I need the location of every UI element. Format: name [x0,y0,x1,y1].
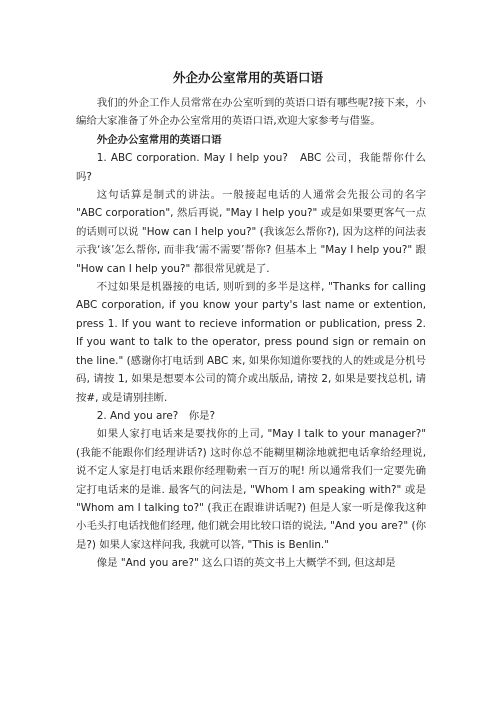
section-heading: 外企办公室常用的英语口语 [96,133,222,146]
body-paragraph: 像是 "And you are?" 这么口语的英文书上大概学不到, 但这却是 [96,557,396,570]
phrase-1-heading: 1. ABC corporation. May I help you? ABC 公司，我能帮你什么吗? [76,152,426,183]
body-paragraph: 不过如果是机器接的电话, 则听到的多半是这样, "Thanks for calling ABC corporation, if you know your party's last name or extention, press 1. If you want to recieve information or publication, press 2. If you want to talk to the operator, press pound sign or remain on the line." (感谢你打电话到 ABC 来, 如果你知道你要找的人的姓或是分机号码, 请按 1, 如果是想要本公司的简介或出版品, 请按 2, 如果是要找总机, 请按#, 或是请别挂断. [76,281,426,404]
intro-paragraph: 我们的外企工作人员常常在办公室听到的英语口语有哪些呢?接下来，小编给大家准备了外企办公室常用的英语口语,欢迎大家参考与借鉴。 [76,97,426,128]
document-body [76,94,426,573]
document-title: 外企办公室常用的英语口语 [172,70,323,85]
body-paragraph: 如果人家打电话来是要找你的上司, "May I talk to your manager?" (我能不能跟你们经理讲话?) 这时你总不能糊里糊涂地就把电话拿给经理说, 说不定人家是打电话来跟你经理勒索一百万的呢! 所以通常我们一定要先确定打电话来的是谁. 最客气的问法是, "Whom I am speaking with?" 或是 "Whom am I talking to?" (我正在跟谁讲话呢?) 但是人家一听是像我这种小毛头打电话找他们经理, 他们就会用比较口语的说法, "And you are?" (你是?) 如果人家这样问我, 我就可以答, "This is Benlin." [76,428,426,551]
body-paragraph: 这句话算是制式的讲法。一般接起电话的人通常会先报公司的名字 "ABC corporation", 然后再说, "May I help you?" 或是如果要更客气一点的话则可以说 "How can I help you?" (我该怎么帮你?), 因为这样的问法表示我‘该’怎么帮你, 而非我‘需不需要’帮你? 但基本上 "May I help you?" 跟 "How can I help you?" 都很常见就是了. [76,189,426,275]
phrase-2-heading: 2. And you are? 你是? [96,409,216,422]
